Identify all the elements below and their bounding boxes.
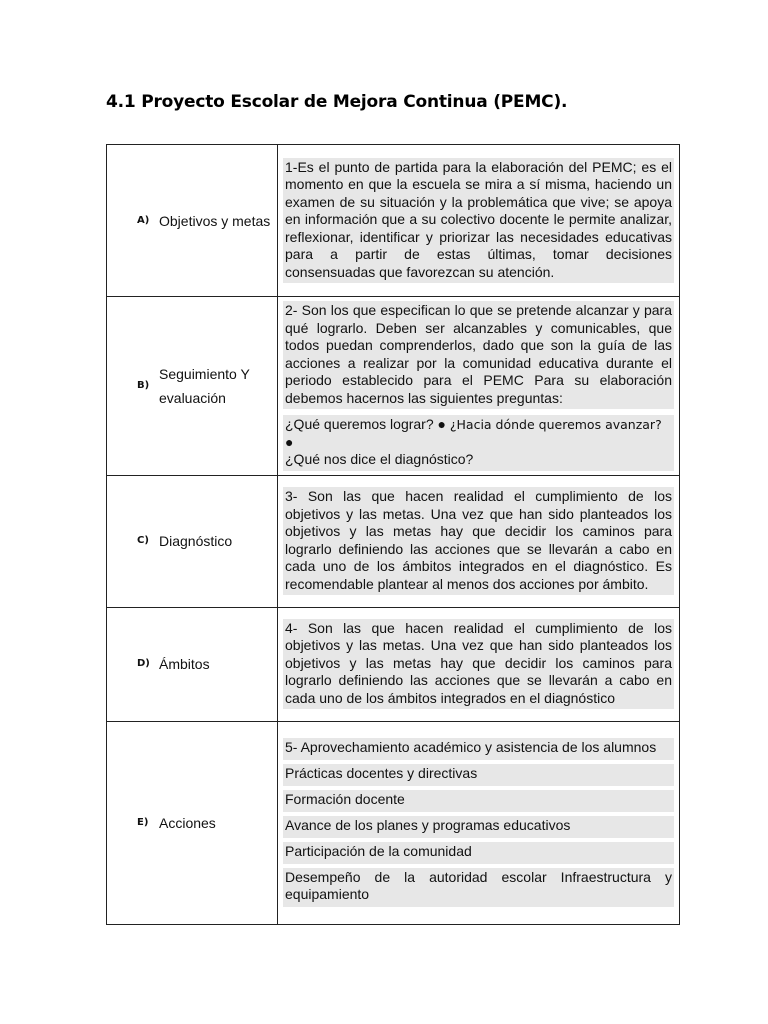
row-term: Objetivos y metas [159,212,271,229]
row-letter: D) [137,658,150,669]
list-item: Prácticas docentes y directivas [283,764,674,786]
row-term-line: Seguimiento Y [159,365,250,382]
row-letter: E) [137,816,149,828]
list-item: Participación de la comunidad [283,842,674,864]
term-cell [107,475,278,607]
table-row [107,607,680,721]
term-cell [107,145,278,297]
list-item: Desempeño de la autoridad escolar Infraestructura y equipamiento [283,868,674,907]
row-term [159,362,250,410]
question-1: ¿Qué queremos lograr? ● [285,416,446,432]
description-text: 3- Son las que hacen realidad el cumplimiento de los objetivos y las metas. Una vez que han sido planteados los objetivos y las metas hay que decidir los caminos para lograrlo definiendo las acciones que se llevarán a cabo en cada uno de los ámbitos integrados en el diagnóstico. Es recomendable plantear al menos dos acciones por ámbito. [283,487,674,595]
row-letter: A) [137,214,150,226]
list-item: 5- Aprovechamiento académico y asistencia de los alumnos [283,738,674,760]
row-letter: B) [137,379,150,391]
table-row [107,475,680,607]
description-text: 4- Son las que hacen realidad el cumplimiento de los objetivos y las metas. Una vez que han sido planteados los objetivos y las metas hay que decidir los caminos para lograrlo definiendo las acciones que se llevarán a cabo en cada uno de los ámbitos integrados en el diagnóstico [283,619,674,710]
description-cell [278,145,680,297]
question-3: ¿Qué nos dice el diagnóstico? [285,451,474,467]
term-cell [107,607,278,721]
list-item: Formación docente [283,790,674,812]
description-cell [278,475,680,607]
row-term-line: evaluación [159,389,226,406]
list-item: Avance de los planes y programas educativos [283,816,674,838]
row-term: Ámbitos [159,656,210,672]
description-cell [278,607,680,721]
description-text: 1-Es el punto de partida para la elaboración del PEMC; es el momento en que la escuela se mira a sí misma, haciendo un examen de su situación y la problemática que vive; se apoya en información que a su colectivo docente le permite analizar, reflexionar, identificar y priorizar las necesidades educativas para a partir de estas últimas, tomar decisiones consensuadas que favorezcan su atención. [283,158,674,284]
row-term: Acciones [159,814,216,831]
row-letter: C) [137,535,149,546]
page-title: 4.1 Proyecto Escolar de Mejora Continua (PEMC). [106,92,568,112]
table-row [107,721,680,924]
description-text: 2- Son los que especifican lo que se pretende alcanzar y para qué lograrlo. Deben ser alcanzables y comunicables, que todos puedan comprenderlos, dado que son la guía de las acciones a realizar por la comunidad educativa durante el periodo establecido para el PEMC Para su elaboración debemos hacernos las siguientes preguntas: [283,301,674,409]
question-2: ¿Hacia dónde queremos avanzar? [449,417,662,432]
description-cell [278,297,680,476]
term-cell [107,297,278,476]
table-row [107,145,680,297]
description-cell [278,721,680,924]
row-term: Diagnóstico [159,533,233,549]
matching-table [106,144,680,925]
table-row [107,297,680,476]
term-cell [107,721,278,924]
bullet-icon: ● [285,433,294,450]
questions-text [283,415,674,471]
